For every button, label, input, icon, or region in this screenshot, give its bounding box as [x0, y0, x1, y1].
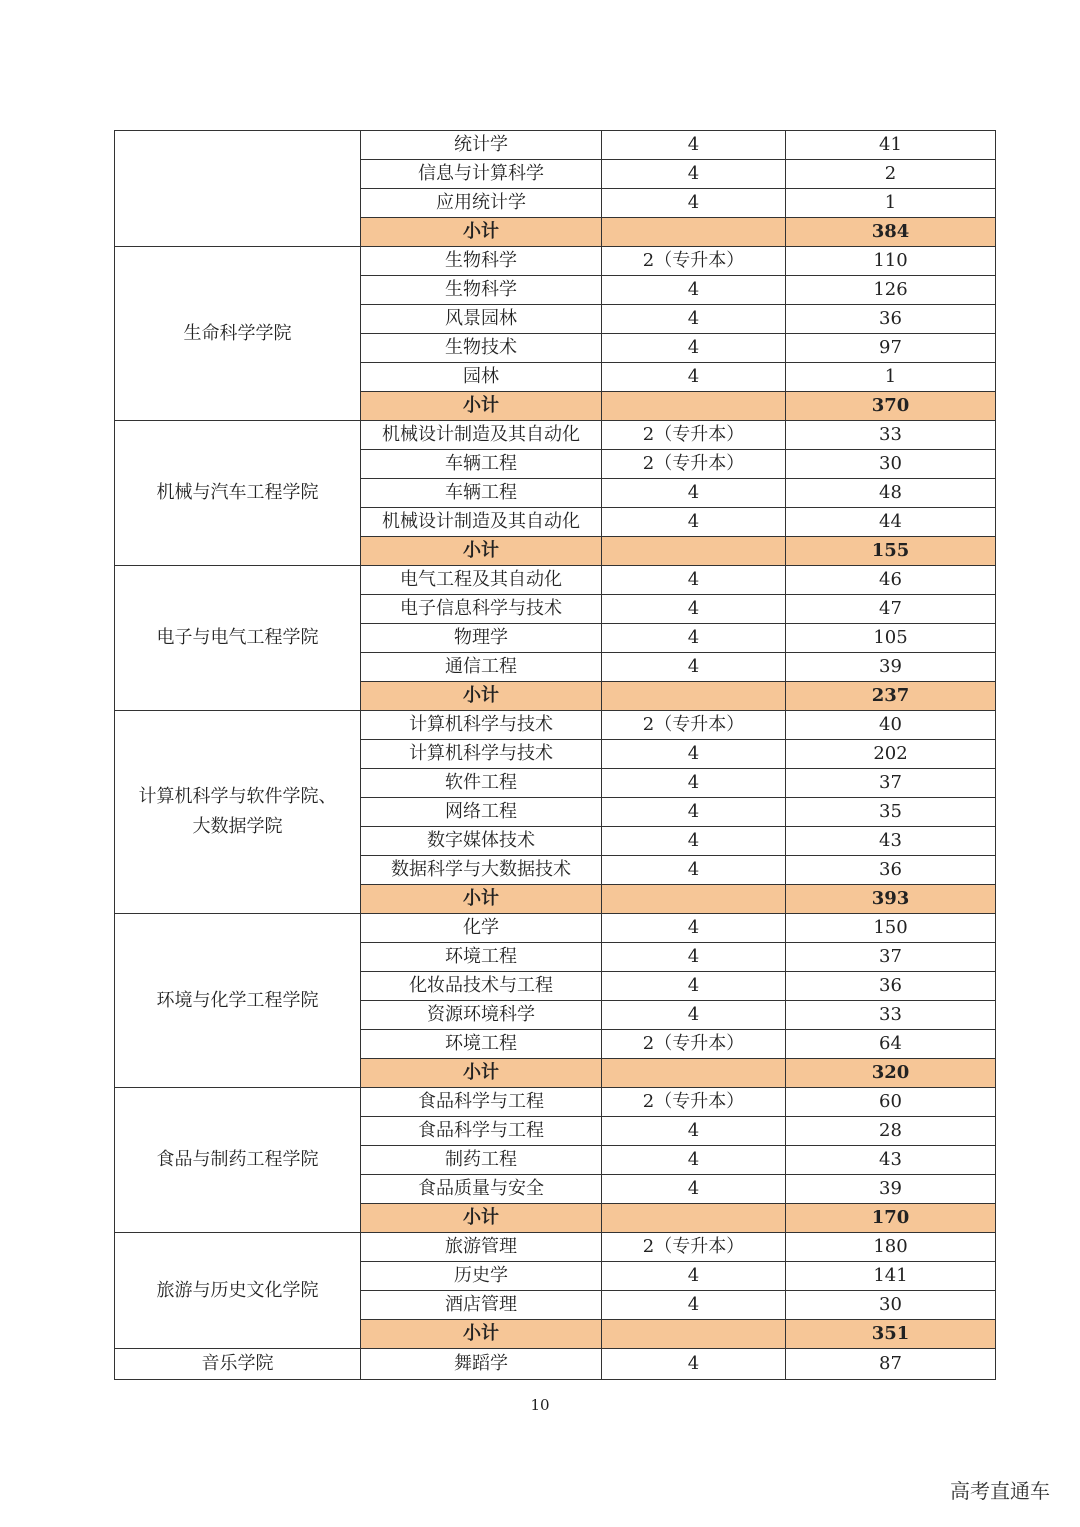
years-cell: 2（专升本） [602, 247, 786, 276]
subtotal-label: 小计 [361, 392, 602, 421]
years-cell: 4 [602, 827, 786, 856]
major-cell: 电气工程及其自动化 [361, 566, 602, 595]
subtotal-empty-cell [602, 1204, 786, 1233]
count-cell: 202 [786, 740, 996, 769]
count-cell: 30 [786, 1291, 996, 1320]
subtotal-label: 小计 [361, 1059, 602, 1088]
subtotal-label: 小计 [361, 1204, 602, 1233]
count-cell: 105 [786, 624, 996, 653]
years-cell: 4 [602, 1146, 786, 1175]
major-cell: 物理学 [361, 624, 602, 653]
table-row [115, 1088, 996, 1117]
college-name-cell: 旅游与历史文化学院 [115, 1233, 361, 1349]
college-name-cell: 环境与化学工程学院 [115, 914, 361, 1088]
major-cell: 数据科学与大数据技术 [361, 856, 602, 885]
years-cell: 4 [602, 914, 786, 943]
subtotal-value: 320 [786, 1059, 996, 1088]
major-cell: 车辆工程 [361, 450, 602, 479]
subtotal-empty-cell [602, 392, 786, 421]
years-cell: 4 [602, 189, 786, 218]
count-cell: 97 [786, 334, 996, 363]
college-name-cell: 电子与电气工程学院 [115, 566, 361, 711]
college-name-cell: 音乐学院 [115, 1349, 361, 1380]
count-cell: 37 [786, 769, 996, 798]
major-cell: 机械设计制造及其自动化 [361, 421, 602, 450]
major-cell: 食品科学与工程 [361, 1088, 602, 1117]
table-row [115, 1233, 996, 1262]
subtotal-value: 155 [786, 537, 996, 566]
table-row [115, 1349, 996, 1380]
major-cell: 化学 [361, 914, 602, 943]
major-cell: 车辆工程 [361, 479, 602, 508]
subtotal-value: 370 [786, 392, 996, 421]
count-cell: 46 [786, 566, 996, 595]
major-cell: 软件工程 [361, 769, 602, 798]
count-cell: 43 [786, 1146, 996, 1175]
years-cell: 4 [602, 566, 786, 595]
count-cell: 33 [786, 421, 996, 450]
years-cell: 4 [602, 1291, 786, 1320]
watermark-text: 高考直通车 [950, 1479, 1050, 1503]
years-cell: 4 [602, 798, 786, 827]
count-cell: 36 [786, 305, 996, 334]
college-name-cell: 计算机科学与软件学院、 大数据学院 [115, 711, 361, 914]
count-cell: 141 [786, 1262, 996, 1291]
years-cell: 4 [602, 856, 786, 885]
years-cell: 4 [602, 479, 786, 508]
subtotal-empty-cell [602, 1059, 786, 1088]
count-cell: 110 [786, 247, 996, 276]
years-cell: 4 [602, 363, 786, 392]
count-cell: 47 [786, 595, 996, 624]
count-cell: 60 [786, 1088, 996, 1117]
table-row [115, 711, 996, 740]
major-cell: 信息与计算科学 [361, 160, 602, 189]
major-cell: 生物科学 [361, 247, 602, 276]
major-cell: 生物科学 [361, 276, 602, 305]
college-name-cell: 生命科学学院 [115, 247, 361, 421]
count-cell: 37 [786, 943, 996, 972]
subtotal-value: 384 [786, 218, 996, 247]
years-cell: 2（专升本） [602, 711, 786, 740]
major-cell: 生物技术 [361, 334, 602, 363]
subtotal-empty-cell [602, 885, 786, 914]
years-cell: 4 [602, 624, 786, 653]
years-cell: 2（专升本） [602, 1233, 786, 1262]
count-cell: 87 [786, 1349, 996, 1380]
years-cell: 4 [602, 1349, 786, 1380]
years-cell: 4 [602, 305, 786, 334]
count-cell: 41 [786, 131, 996, 160]
count-cell: 150 [786, 914, 996, 943]
major-cell: 园林 [361, 363, 602, 392]
count-cell: 126 [786, 276, 996, 305]
major-cell: 网络工程 [361, 798, 602, 827]
major-cell: 食品科学与工程 [361, 1117, 602, 1146]
subtotal-value: 393 [786, 885, 996, 914]
years-cell: 4 [602, 740, 786, 769]
count-cell: 180 [786, 1233, 996, 1262]
major-cell: 电子信息科学与技术 [361, 595, 602, 624]
years-cell: 4 [602, 276, 786, 305]
table-row [115, 566, 996, 595]
major-cell: 计算机科学与技术 [361, 740, 602, 769]
years-cell: 4 [602, 653, 786, 682]
count-cell: 1 [786, 189, 996, 218]
years-cell: 4 [602, 1117, 786, 1146]
count-cell: 39 [786, 1175, 996, 1204]
major-cell: 通信工程 [361, 653, 602, 682]
count-cell: 2 [786, 160, 996, 189]
major-cell: 资源环境科学 [361, 1001, 602, 1030]
years-cell: 4 [602, 1001, 786, 1030]
major-cell: 化妆品技术与工程 [361, 972, 602, 1001]
enrollment-table [114, 130, 996, 1380]
subtotal-empty-cell [602, 682, 786, 711]
table-row [115, 131, 996, 160]
page-number: 10 [530, 1396, 550, 1414]
years-cell: 4 [602, 131, 786, 160]
count-cell: 39 [786, 653, 996, 682]
major-cell: 数字媒体技术 [361, 827, 602, 856]
count-cell: 43 [786, 827, 996, 856]
subtotal-value: 170 [786, 1204, 996, 1233]
subtotal-value: 237 [786, 682, 996, 711]
table-row [115, 421, 996, 450]
subtotal-label: 小计 [361, 537, 602, 566]
major-cell: 统计学 [361, 131, 602, 160]
subtotal-empty-cell [602, 1320, 786, 1349]
major-cell: 酒店管理 [361, 1291, 602, 1320]
major-cell: 舞蹈学 [361, 1349, 602, 1380]
years-cell: 4 [602, 1175, 786, 1204]
years-cell: 2（专升本） [602, 421, 786, 450]
major-cell: 环境工程 [361, 1030, 602, 1059]
years-cell: 4 [602, 1262, 786, 1291]
table-row [115, 247, 996, 276]
major-cell: 食品质量与安全 [361, 1175, 602, 1204]
years-cell: 2（专升本） [602, 1088, 786, 1117]
years-cell: 4 [602, 508, 786, 537]
college-name-cell: 机械与汽车工程学院 [115, 421, 361, 566]
table-row [115, 914, 996, 943]
major-cell: 计算机科学与技术 [361, 711, 602, 740]
years-cell: 4 [602, 334, 786, 363]
count-cell: 33 [786, 1001, 996, 1030]
subtotal-label: 小计 [361, 218, 602, 247]
major-cell: 旅游管理 [361, 1233, 602, 1262]
count-cell: 44 [786, 508, 996, 537]
count-cell: 64 [786, 1030, 996, 1059]
subtotal-empty-cell [602, 218, 786, 247]
college-name-cell [115, 131, 361, 247]
subtotal-label: 小计 [361, 682, 602, 711]
major-cell: 制药工程 [361, 1146, 602, 1175]
major-cell: 历史学 [361, 1262, 602, 1291]
subtotal-value: 351 [786, 1320, 996, 1349]
count-cell: 48 [786, 479, 996, 508]
years-cell: 4 [602, 595, 786, 624]
years-cell: 4 [602, 160, 786, 189]
count-cell: 35 [786, 798, 996, 827]
subtotal-label: 小计 [361, 885, 602, 914]
count-cell: 30 [786, 450, 996, 479]
count-cell: 1 [786, 363, 996, 392]
major-cell: 机械设计制造及其自动化 [361, 508, 602, 537]
years-cell: 4 [602, 769, 786, 798]
subtotal-empty-cell [602, 537, 786, 566]
college-name-cell: 食品与制药工程学院 [115, 1088, 361, 1233]
count-cell: 36 [786, 856, 996, 885]
major-cell: 风景园林 [361, 305, 602, 334]
count-cell: 36 [786, 972, 996, 1001]
major-cell: 环境工程 [361, 943, 602, 972]
major-cell: 应用统计学 [361, 189, 602, 218]
subtotal-label: 小计 [361, 1320, 602, 1349]
years-cell: 4 [602, 972, 786, 1001]
count-cell: 28 [786, 1117, 996, 1146]
years-cell: 2（专升本） [602, 450, 786, 479]
count-cell: 40 [786, 711, 996, 740]
years-cell: 4 [602, 943, 786, 972]
years-cell: 2（专升本） [602, 1030, 786, 1059]
